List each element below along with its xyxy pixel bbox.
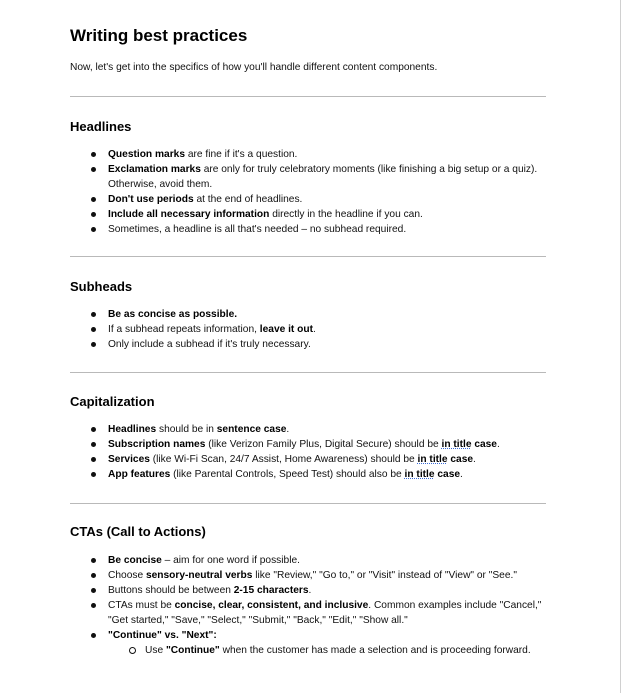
section-heading-ctas: CTAs (Call to Actions) — [70, 524, 206, 539]
list-item: Question marks are fine if it's a question. — [70, 147, 546, 162]
list-item: CTAs must be concise, clear, consistent, and inclusive. Common examples include "Cancel," "Get started," "Save," "Select," "Submit," "Back," "Edit," "Show all." — [70, 598, 546, 628]
sub-list-item: Use "Continue" when the customer has made a selection and is proceeding forward. — [108, 643, 546, 658]
section-heading-headlines: Headlines — [70, 119, 132, 134]
list-item: Include all necessary information directly in the headline if you can. — [70, 207, 546, 222]
headlines-list — [70, 147, 546, 237]
list-item: Choose sensory-neutral verbs like "Review," "Go to," or "Visit" instead of "View" or "See." — [70, 568, 546, 583]
list-item: Be as concise as possible. — [70, 307, 546, 322]
list-item: Subscription names (like Verizon Family Plus, Digital Secure) should be in title case. — [70, 437, 546, 452]
ctas-list — [70, 553, 546, 658]
divider — [70, 503, 546, 504]
divider — [70, 256, 546, 257]
list-item: Services (like Wi-Fi Scan, 24/7 Assist, Home Awareness) should be in title case. — [70, 452, 546, 467]
capitalization-list — [70, 422, 546, 482]
section-heading-capitalization: Capitalization — [70, 394, 155, 409]
list-item: App features (like Parental Controls, Speed Test) should also be in title case. — [70, 467, 546, 482]
subheads-list — [70, 307, 546, 352]
list-item: If a subhead repeats information, leave it out. — [70, 322, 546, 337]
list-item: Exclamation marks are only for truly celebratory moments (like finishing a big setup or a quiz). Otherwise, avoid them. — [70, 162, 546, 192]
list-item: Don't use periods at the end of headlines. — [70, 192, 546, 207]
page-title: Writing best practices — [70, 26, 248, 45]
continue-next-sublist — [108, 643, 546, 658]
intro-paragraph: Now, let's get into the specifics of how you'll handle different content components. — [70, 62, 438, 73]
section-heading-subheads: Subheads — [70, 279, 133, 294]
list-item: Buttons should be between 2-15 characters. — [70, 583, 546, 598]
list-item: Only include a subhead if it's truly necessary. — [70, 337, 546, 352]
list-item: Headlines should be in sentence case. — [70, 422, 546, 437]
list-item: Be concise – aim for one word if possible. — [70, 553, 546, 568]
list-item: Sometimes, a headline is all that's needed – no subhead required. — [70, 222, 546, 237]
divider — [70, 372, 546, 373]
divider — [70, 96, 546, 97]
list-item: "Continue" vs. "Next": Use "Continue" when the customer has made a selection and is proceeding forward. — [70, 628, 546, 658]
